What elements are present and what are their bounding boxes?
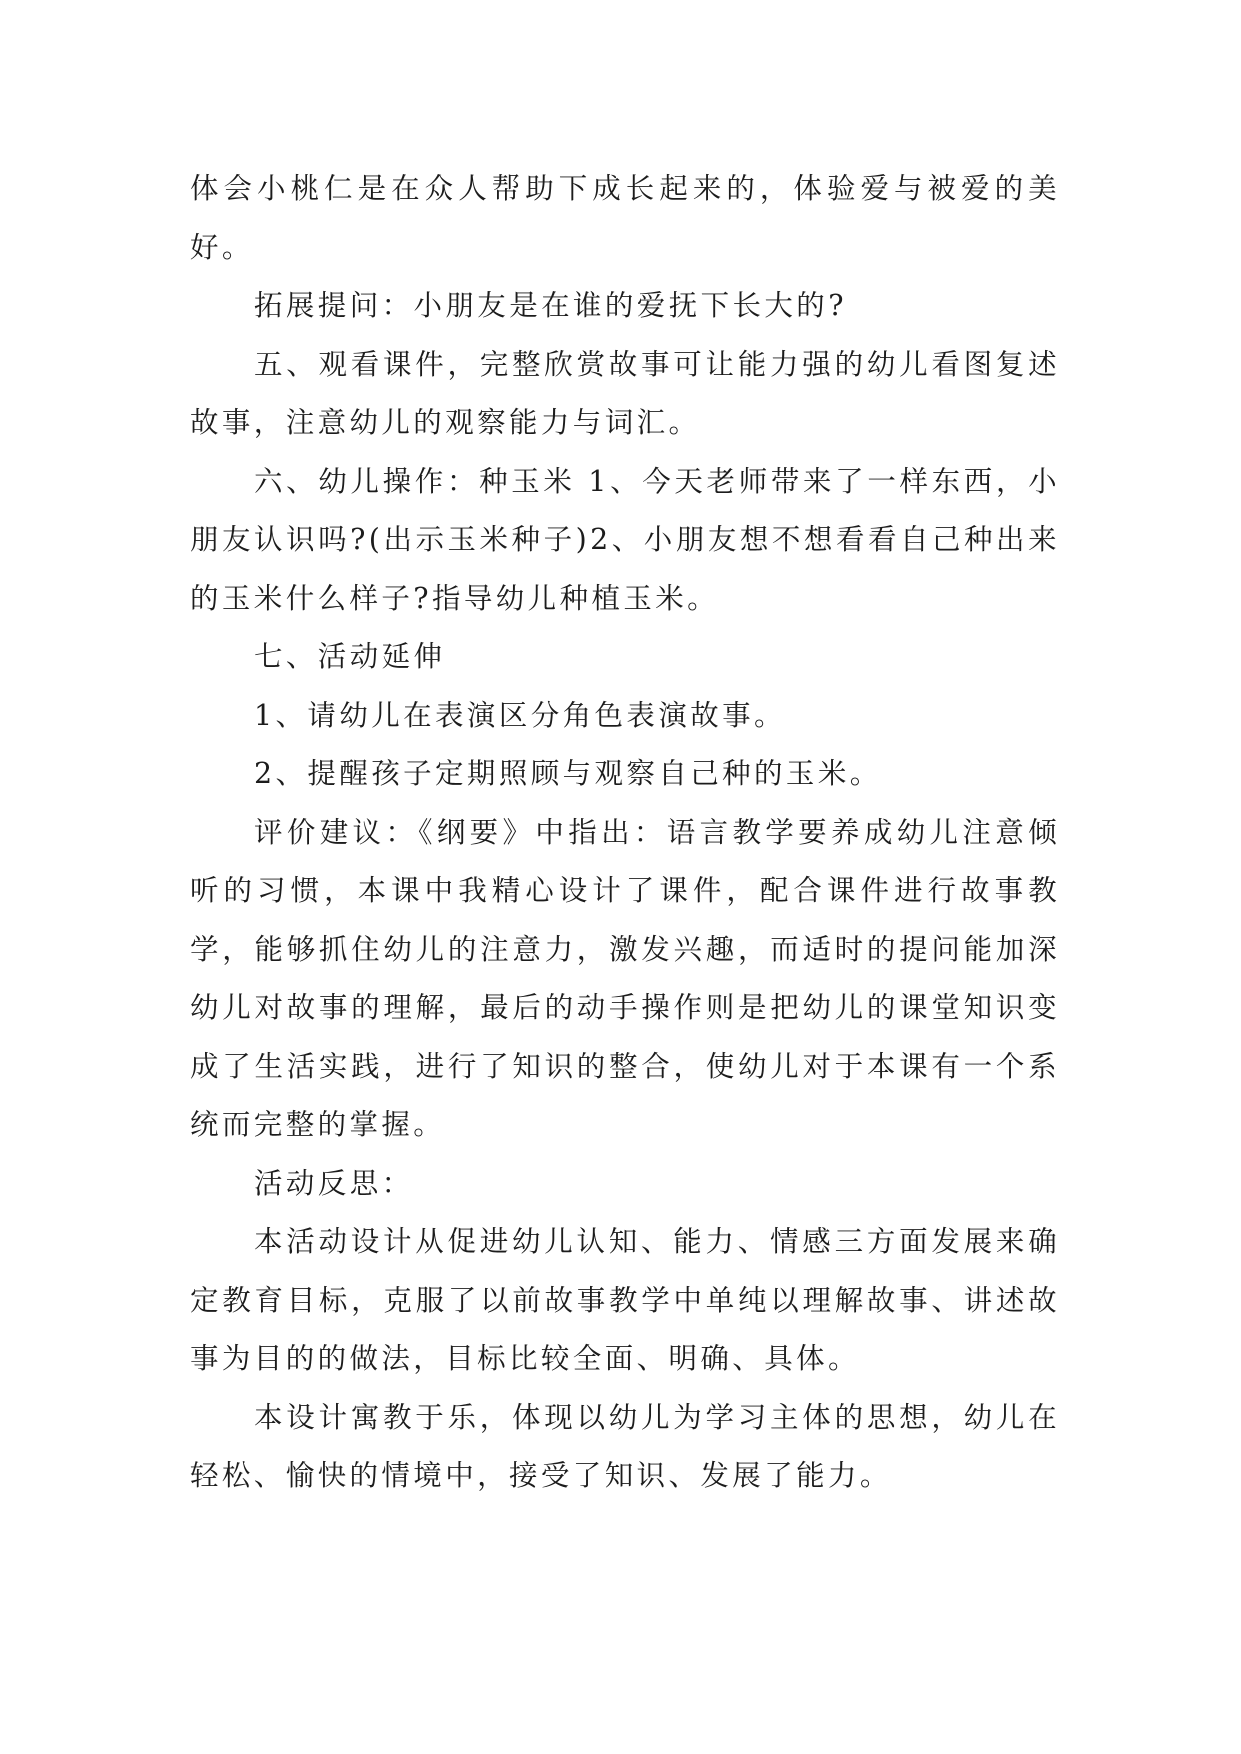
paragraph-reflection-heading: 活动反思： [254,1166,414,1200]
paragraph-reflection-1: 本活动设计从促进幼儿认知、能力、情感三方面发展来确定教育目标，克服了以前故事教学中单纯以理解故事、讲述故事为目的的做法，目标比较全面、明确、具体。 [190,1225,1060,1375]
paragraph-step-six: 六、幼儿操作：种玉米 1、今天老师带来了一样东西，小朋友认识吗?(出示玉米种子)2、小朋友想不想看看自己种出来的玉米什么样子?指导幼儿种植玉米。 [190,464,1060,615]
paragraph-reflection-2: 本设计寓教于乐，体现以幼儿为学习主体的思想，幼儿在轻松、愉快的情境中，接受了知识、发展了能力。 [190,1400,1060,1492]
paragraph-step-five: 五、观看课件，完整欣赏故事可让能力强的幼儿看图复述故事，注意幼儿的观察能力与词汇。 [190,347,1060,439]
paragraph-step-seven-heading: 七、活动延伸 [254,640,446,673]
paragraph-extension-item-2: 2、提醒孩子定期照顾与观察自己种的玉米。 [254,757,882,790]
paragraph-evaluation: 评价建议：《纲要》中指出：语言教学要养成幼儿注意倾听的习惯，本课中我精心设计了课件，配合课件进行故事教学，能够抓住幼儿的注意力，激发兴趣，而适时的提问能加深幼儿对故事的理解，最后的动手操作则是把幼儿的课堂知识变成了生活实践，进行了知识的整合，使幼儿对于本课有一个系统而完整的掌握。 [190,815,1060,1141]
paragraph-extension-item-1: 1、请幼儿在表演区分角色表演故事。 [254,698,786,732]
paragraph-extension-question: 拓展提问：小朋友是在谁的爱抚下长大的? [254,289,847,322]
paragraph-continuation: 体会小桃仁是在众人帮助下成长起来的，体验爱与被爱的美好。 [190,172,1060,264]
document-body [190,160,1060,1506]
